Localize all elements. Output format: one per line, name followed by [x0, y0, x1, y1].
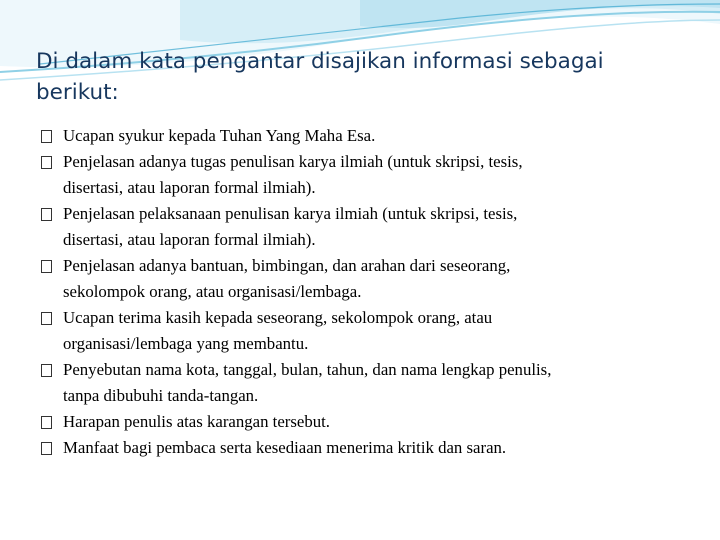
square-bullet-icon — [41, 312, 52, 325]
bullet-text-line: Harapan penulis atas karangan tersebut. — [63, 412, 330, 431]
bullet-text-line: tanpa dibubuhi tanda-tangan. — [63, 386, 259, 405]
slide-title-line-2: berikut: — [36, 80, 119, 105]
slide-title — [36, 46, 696, 108]
bullet-text-line: Ucapan syukur kepada Tuhan Yang Maha Esa. — [63, 126, 376, 145]
bullet-list — [41, 123, 681, 461]
bullet-item-reader-benefit — [41, 435, 681, 461]
bullet-text-line: Ucapan terima kasih kepada seseorang, sekolompok orang, atau — [63, 308, 493, 327]
bullet-text-line: Penjelasan adanya tugas penulisan karya ilmiah (untuk skripsi, tesis, — [63, 152, 523, 171]
bullet-text-line: Penjelasan adanya bantuan, bimbingan, dan arahan dari seseorang, — [63, 256, 511, 275]
square-bullet-icon — [41, 130, 52, 143]
bullet-item-task-explanation — [41, 149, 681, 201]
bullet-item-gratitude-to-god — [41, 123, 681, 149]
square-bullet-icon — [41, 416, 52, 429]
square-bullet-icon — [41, 442, 52, 455]
square-bullet-icon — [41, 364, 52, 377]
bullet-item-place-date-name — [41, 357, 681, 409]
square-bullet-icon — [41, 156, 52, 169]
bullet-text-line: Penjelasan pelaksanaan penulisan karya ilmiah (untuk skripsi, tesis, — [63, 204, 518, 223]
slide-title-line-1: Di dalam kata pengantar disajikan informasi sebagai — [36, 49, 604, 74]
bullet-item-implementation-explanation — [41, 201, 681, 253]
bullet-text-line: disertasi, atau laporan formal ilmiah). — [63, 230, 316, 249]
bullet-text-line: Penyebutan nama kota, tanggal, bulan, tahun, dan nama lengkap penulis, — [63, 360, 552, 379]
bullet-text-line: sekolompok orang, atau organisasi/lembaga. — [63, 282, 362, 301]
bullet-item-author-hope — [41, 409, 681, 435]
bullet-text-line: disertasi, atau laporan formal ilmiah). — [63, 178, 316, 197]
bullet-item-thanks — [41, 305, 681, 357]
bullet-text-line: organisasi/lembaga yang membantu. — [63, 334, 309, 353]
bullet-item-assistance-explanation — [41, 253, 681, 305]
square-bullet-icon — [41, 260, 52, 273]
bullet-text-line: Manfaat bagi pembaca serta kesediaan menerima kritik dan saran. — [63, 438, 507, 457]
square-bullet-icon — [41, 208, 52, 221]
